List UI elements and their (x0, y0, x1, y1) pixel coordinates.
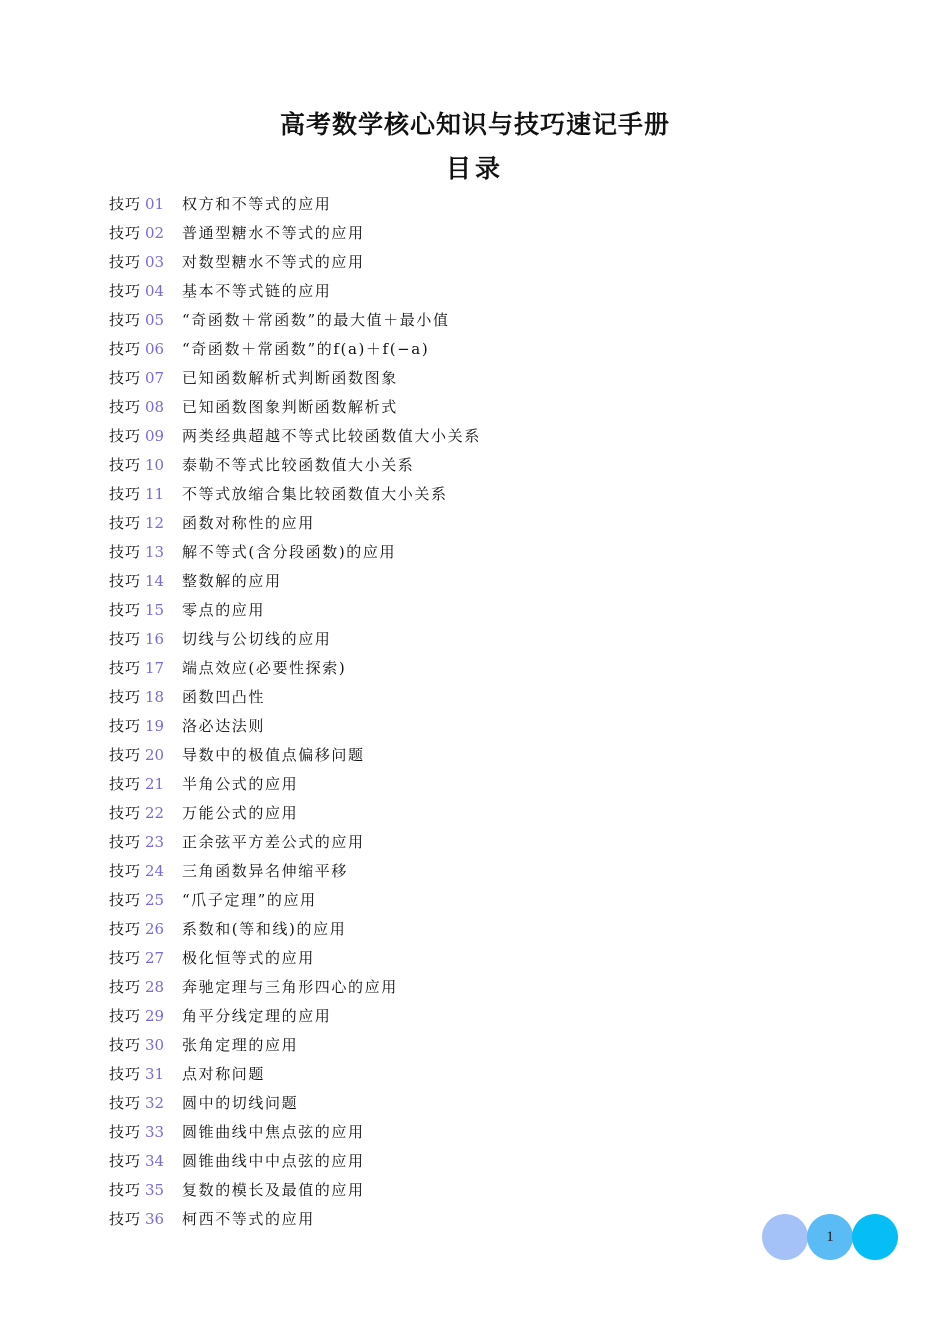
toc-item-prefix: 技巧 (109, 804, 142, 822)
toc-item-label: 圆锥曲线中焦点弦的应用 (182, 1123, 365, 1141)
toc-item-prefix: 技巧 (109, 456, 142, 474)
toc-item-number: 04 (145, 282, 165, 300)
toc-item-prefix: 技巧 (109, 369, 142, 387)
toc-item[interactable] (109, 335, 481, 364)
toc-item[interactable] (109, 248, 481, 277)
toc-item-prefix: 技巧 (109, 1152, 142, 1170)
toc-item-number: 24 (145, 862, 165, 880)
toc-item-prefix: 技巧 (109, 1065, 142, 1083)
toc-item-label: 泰勒不等式比较函数值大小关系 (182, 456, 415, 474)
document-title: 高考数学核心知识与技巧速记手册 (279, 110, 670, 139)
toc-item-prefix: 技巧 (109, 891, 142, 909)
toc-item-prefix: 技巧 (109, 746, 142, 764)
toc-item-number: 16 (145, 630, 165, 648)
toc-item[interactable] (109, 1089, 481, 1118)
toc-item[interactable] (109, 625, 481, 654)
toc-item-prefix: 技巧 (109, 195, 142, 213)
toc-item-prefix: 技巧 (109, 514, 142, 532)
toc-item-label: 两类经典超越不等式比较函数值大小关系 (182, 427, 481, 445)
toc-item-number: 14 (145, 572, 165, 590)
toc-item-number: 09 (145, 427, 165, 445)
toc-item-number: 31 (145, 1065, 165, 1083)
toc-item-prefix: 技巧 (109, 601, 142, 619)
toc-item-number: 30 (145, 1036, 165, 1054)
toc-item-label: 圆中的切线问题 (182, 1094, 299, 1112)
toc-item-label: 半角公式的应用 (182, 775, 299, 793)
toc-item[interactable] (109, 1118, 481, 1147)
toc-item-number: 23 (145, 833, 165, 851)
toc-item-number: 20 (145, 746, 165, 764)
toc-item-prefix: 技巧 (109, 543, 142, 561)
toc-item-prefix: 技巧 (109, 717, 142, 735)
toc-item-label: 对数型糖水不等式的应用 (182, 253, 365, 271)
toc-item-label: 已知函数解析式判断函数图象 (182, 369, 398, 387)
toc-item-prefix: 技巧 (109, 572, 142, 590)
toc-item-number: 07 (145, 369, 165, 387)
toc-item-prefix: 技巧 (109, 311, 142, 329)
toc-item[interactable] (109, 828, 481, 857)
toc-item-number: 05 (145, 311, 165, 329)
toc-item-prefix: 技巧 (109, 630, 142, 648)
toc-item-prefix: 技巧 (109, 224, 142, 242)
toc-item-number: 28 (145, 978, 165, 996)
toc-item-prefix: 技巧 (109, 427, 142, 445)
toc-item-label: 不等式放缩合集比较函数值大小关系 (182, 485, 448, 503)
toc-item-label: 整数解的应用 (182, 572, 282, 590)
toc-item[interactable] (109, 1205, 481, 1234)
toc-item-prefix: 技巧 (109, 1007, 142, 1025)
toc-item-prefix: 技巧 (109, 949, 142, 967)
toc-item[interactable] (109, 1147, 481, 1176)
toc-item-prefix: 技巧 (109, 920, 142, 938)
toc-item-number: 35 (145, 1181, 165, 1199)
toc-item-label: 三角函数异名伸缩平移 (182, 862, 349, 880)
toc-item[interactable] (109, 190, 481, 219)
toc-item-number: 25 (145, 891, 165, 909)
toc-item-label: 零点的应用 (182, 601, 266, 619)
toc-item-number: 27 (145, 949, 165, 967)
toc-item-prefix: 技巧 (109, 1036, 142, 1054)
toc-item[interactable] (109, 857, 481, 886)
toc-item-number: 32 (145, 1094, 165, 1112)
toc-item-number: 18 (145, 688, 165, 706)
toc-item[interactable] (109, 654, 481, 683)
toc-item-prefix: 技巧 (109, 485, 142, 503)
toc-item[interactable] (109, 422, 481, 451)
toc-item-number: 34 (145, 1152, 165, 1170)
toc-item[interactable] (109, 1176, 481, 1205)
toc-item[interactable] (109, 799, 481, 828)
toc-item-label: 导数中的极值点偏移问题 (182, 746, 365, 764)
toc-item-prefix: 技巧 (109, 862, 142, 880)
toc-item-prefix: 技巧 (109, 1181, 142, 1199)
toc-item-number: 33 (145, 1123, 165, 1141)
toc-item-prefix: 技巧 (109, 1123, 142, 1141)
toc-item-number: 19 (145, 717, 165, 735)
toc-item[interactable] (109, 1002, 481, 1031)
toc-item-label: 普通型糖水不等式的应用 (182, 224, 365, 242)
toc-item[interactable] (109, 219, 481, 248)
toc-item[interactable] (109, 277, 481, 306)
toc-item-number: 22 (145, 804, 165, 822)
decorative-circle-left (762, 1214, 808, 1260)
toc-item-prefix: 技巧 (109, 282, 142, 300)
toc-item[interactable] (109, 741, 481, 770)
toc-item-label: 权方和不等式的应用 (182, 195, 332, 213)
toc-item-label: 端点效应(必要性探索) (182, 659, 347, 677)
toc-item-label: 万能公式的应用 (182, 804, 299, 822)
toc-item-number: 21 (145, 775, 165, 793)
toc-item-prefix: 技巧 (109, 978, 142, 996)
toc-item-label: 点对称问题 (182, 1065, 266, 1083)
toc-item[interactable] (109, 886, 481, 915)
toc-item[interactable] (109, 306, 481, 335)
toc-item[interactable] (109, 393, 481, 422)
toc-item-label: “奇函数＋常函数”的f(a)＋f(−a) (182, 340, 430, 358)
toc-list (109, 190, 481, 1234)
toc-item-number: 12 (145, 514, 165, 532)
toc-item[interactable] (109, 596, 481, 625)
toc-item-prefix: 技巧 (109, 1094, 142, 1112)
toc-item-number: 29 (145, 1007, 165, 1025)
toc-item-label: 极化恒等式的应用 (182, 949, 315, 967)
toc-item-label: “爪子定理”的应用 (182, 891, 317, 909)
toc-item-prefix: 技巧 (109, 340, 142, 358)
toc-item-number: 02 (145, 224, 165, 242)
toc-item[interactable] (109, 451, 481, 480)
toc-item-label: 张角定理的应用 (182, 1036, 299, 1054)
toc-item-prefix: 技巧 (109, 659, 142, 677)
toc-item-number: 08 (145, 398, 165, 416)
toc-item-number: 26 (145, 920, 165, 938)
toc-item-label: 已知函数图象判断函数解析式 (182, 398, 398, 416)
toc-item-label: 复数的模长及最值的应用 (182, 1181, 365, 1199)
toc-item-label: 解不等式(含分段函数)的应用 (182, 543, 397, 561)
toc-item[interactable] (109, 567, 481, 596)
page-number: 1 (826, 1229, 834, 1245)
toc-item-label: 角平分线定理的应用 (182, 1007, 332, 1025)
toc-item-prefix: 技巧 (109, 398, 142, 416)
toc-item[interactable] (109, 944, 481, 973)
toc-item-label: 基本不等式链的应用 (182, 282, 332, 300)
toc-item[interactable] (109, 683, 481, 712)
toc-item-number: 17 (145, 659, 165, 677)
toc-heading: 目录 (445, 154, 504, 183)
toc-item[interactable] (109, 712, 481, 741)
toc-item-number: 13 (145, 543, 165, 561)
toc-item-number: 10 (145, 456, 165, 474)
toc-item-label: 奔驰定理与三角形四心的应用 (182, 978, 398, 996)
toc-item-number: 36 (145, 1210, 165, 1228)
toc-item[interactable] (109, 538, 481, 567)
toc-item-label: 洛必达法则 (182, 717, 266, 735)
toc-item-prefix: 技巧 (109, 688, 142, 706)
toc-item-number: 11 (145, 485, 165, 503)
toc-item-label: 圆锥曲线中中点弦的应用 (182, 1152, 365, 1170)
toc-item-number: 03 (145, 253, 165, 271)
toc-item-label: 柯西不等式的应用 (182, 1210, 315, 1228)
toc-item-label: 函数凹凸性 (182, 688, 266, 706)
toc-item[interactable] (109, 915, 481, 944)
toc-item[interactable] (109, 509, 481, 538)
toc-item-prefix: 技巧 (109, 1210, 142, 1228)
page-number-badge (762, 1214, 902, 1262)
toc-item[interactable] (109, 770, 481, 799)
toc-item-prefix: 技巧 (109, 775, 142, 793)
toc-item[interactable] (109, 1060, 481, 1089)
toc-item-label: 函数对称性的应用 (182, 514, 315, 532)
toc-item-number: 06 (145, 340, 165, 358)
toc-item[interactable] (109, 480, 481, 509)
toc-item-number: 15 (145, 601, 165, 619)
decorative-circle-right (852, 1214, 898, 1260)
toc-item-label: 切线与公切线的应用 (182, 630, 332, 648)
toc-item-label: 正余弦平方差公式的应用 (182, 833, 365, 851)
toc-item-label: 系数和(等和线)的应用 (182, 920, 347, 938)
toc-item-label: “奇函数＋常函数”的最大值＋最小值 (182, 311, 450, 329)
toc-item[interactable] (109, 973, 481, 1002)
toc-item-number: 01 (145, 195, 165, 213)
toc-item-prefix: 技巧 (109, 253, 142, 271)
toc-item[interactable] (109, 364, 481, 393)
toc-item-prefix: 技巧 (109, 833, 142, 851)
toc-item[interactable] (109, 1031, 481, 1060)
